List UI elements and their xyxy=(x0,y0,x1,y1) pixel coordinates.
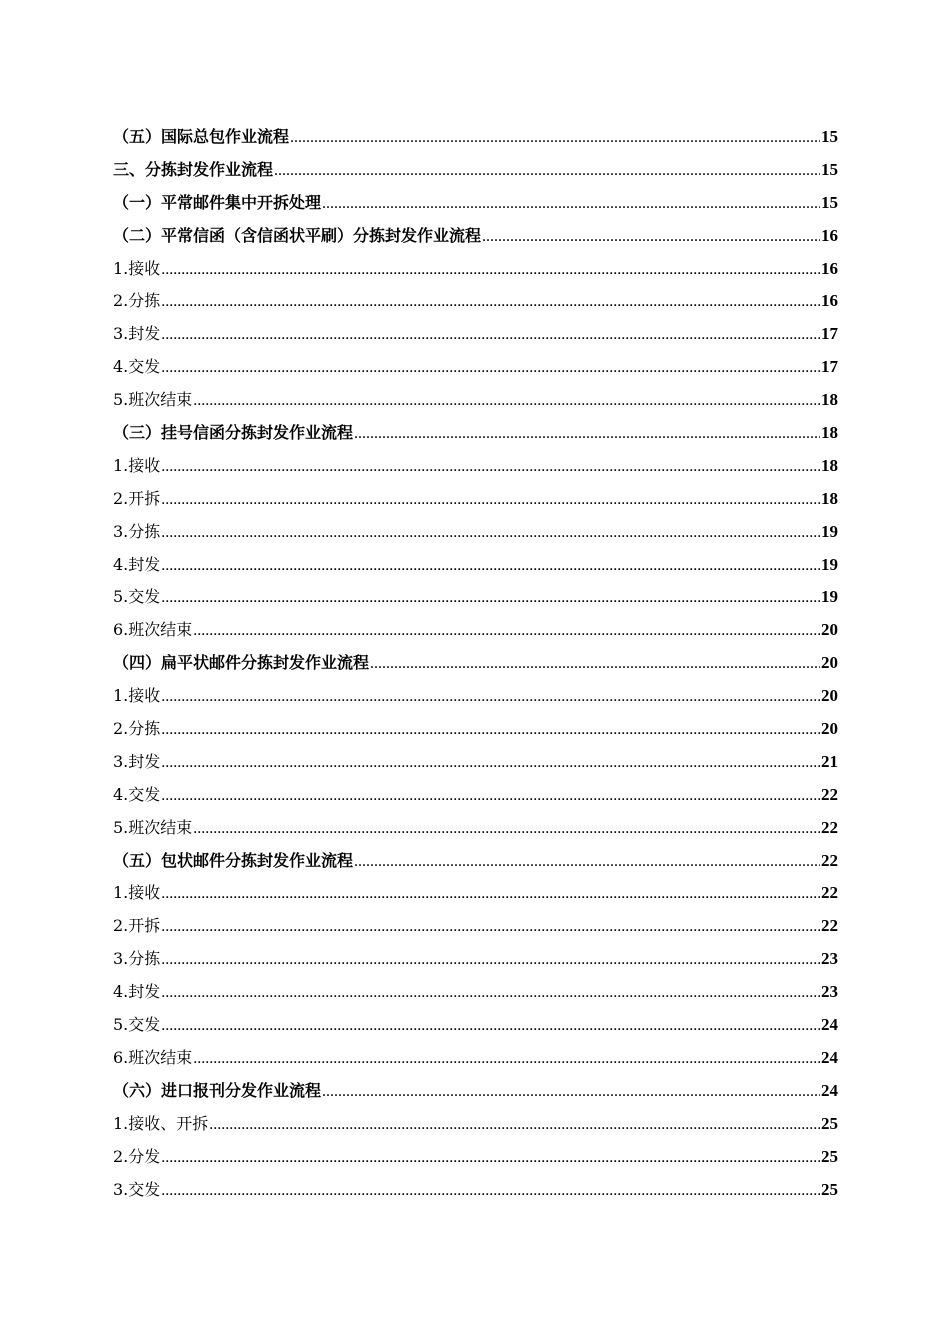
toc-page-number: 15 xyxy=(821,159,838,179)
toc-page-number: 18 xyxy=(821,488,838,508)
toc-entry-title: 4.交发 xyxy=(113,357,161,377)
toc-entry-title: 6.班次结束 xyxy=(113,620,193,640)
toc-heading-entry[interactable] xyxy=(113,845,838,878)
toc-page-number: 18 xyxy=(821,390,838,410)
dot-leader xyxy=(482,221,820,254)
toc-heading-entry[interactable] xyxy=(113,187,838,220)
toc-page-number: 25 xyxy=(821,1179,838,1199)
dot-leader xyxy=(161,714,820,747)
dot-leader xyxy=(161,352,820,385)
toc-subitem-entry[interactable] xyxy=(113,1108,838,1141)
toc-entry-title: （六）进口报刊分发作业流程 xyxy=(113,1080,322,1100)
toc-subitem-entry[interactable] xyxy=(113,581,838,614)
toc-page-number: 17 xyxy=(821,357,838,377)
toc-entry-title: （三）挂号信函分拣封发作业流程 xyxy=(113,423,354,443)
toc-page-number: 22 xyxy=(821,850,838,870)
dot-leader xyxy=(161,1010,820,1043)
dot-leader xyxy=(290,122,820,155)
toc-subitem-entry[interactable] xyxy=(113,713,838,746)
dot-leader xyxy=(209,1109,820,1142)
toc-page-number: 19 xyxy=(821,521,838,541)
toc-subitem-entry[interactable] xyxy=(113,516,838,549)
dot-leader xyxy=(274,155,820,188)
dot-leader xyxy=(161,319,820,352)
toc-page-number: 25 xyxy=(821,1113,838,1133)
toc-page-number: 16 xyxy=(821,225,838,245)
toc-page-number: 22 xyxy=(821,916,838,936)
dot-leader xyxy=(161,254,820,287)
dot-leader xyxy=(161,911,820,944)
toc-subitem-entry[interactable] xyxy=(113,943,838,976)
dot-leader xyxy=(161,550,820,583)
toc-page-number: 18 xyxy=(821,455,838,475)
toc-page-number: 23 xyxy=(821,982,838,1002)
toc-entry-title: 5.班次结束 xyxy=(113,817,193,837)
toc-entry-title: 2.分发 xyxy=(113,1146,161,1166)
toc-entry-title: 5.班次结束 xyxy=(113,390,193,410)
dot-leader xyxy=(161,1175,820,1208)
toc-entry-title: 1.接收 xyxy=(113,686,161,706)
toc-entry-title: 三、分拣封发作业流程 xyxy=(113,159,274,179)
toc-subitem-entry[interactable] xyxy=(113,910,838,943)
toc-page-number: 22 xyxy=(821,784,838,804)
dot-leader xyxy=(161,681,820,714)
dot-leader xyxy=(161,517,820,550)
toc-subitem-entry[interactable] xyxy=(113,779,838,812)
toc-subitem-entry[interactable] xyxy=(113,549,838,582)
toc-entry-title: （五）包状邮件分拣封发作业流程 xyxy=(113,850,354,870)
toc-page-number: 15 xyxy=(821,192,838,212)
toc-heading-entry[interactable] xyxy=(113,154,838,187)
toc-entry-title: 2.开拆 xyxy=(113,916,161,936)
dot-leader xyxy=(161,878,820,911)
dot-leader xyxy=(161,286,820,319)
toc-page-number: 20 xyxy=(821,620,838,640)
toc-entry-title: （五）国际总包作业流程 xyxy=(113,127,290,146)
toc-subitem-entry[interactable] xyxy=(113,384,838,417)
dot-leader xyxy=(161,747,820,780)
toc-entry-title: （一）平常邮件集中开拆处理 xyxy=(113,192,322,212)
toc-entry-title: 2.分拣 xyxy=(113,719,161,739)
toc-page-number: 22 xyxy=(821,817,838,837)
toc-page-number: 19 xyxy=(821,554,838,574)
dot-leader xyxy=(193,1043,820,1076)
toc-entry-title: 1.接收 xyxy=(113,258,161,278)
toc-entry-title: 6.班次结束 xyxy=(113,1047,193,1067)
toc-subitem-entry[interactable] xyxy=(113,976,838,1009)
toc-entry-title: 1.接收、开拆 xyxy=(113,1113,209,1133)
toc-heading-entry[interactable] xyxy=(113,121,838,154)
toc-subitem-entry[interactable] xyxy=(113,1009,838,1042)
toc-entry-title: 4.封发 xyxy=(113,982,161,1002)
toc-entry-title: 3.分拣 xyxy=(113,949,161,969)
toc-entry-title: 5.交发 xyxy=(113,587,161,607)
toc-page-number: 25 xyxy=(821,1146,838,1166)
toc-page-number: 20 xyxy=(821,653,838,673)
toc-subitem-entry[interactable] xyxy=(113,812,838,845)
dot-leader xyxy=(161,451,820,484)
toc-subitem-entry[interactable] xyxy=(113,1042,838,1075)
toc-page-number: 24 xyxy=(821,1047,838,1067)
table-of-contents xyxy=(113,121,838,1206)
dot-leader xyxy=(161,582,820,615)
toc-heading-entry[interactable] xyxy=(113,417,838,450)
toc-heading-entry[interactable] xyxy=(113,1075,838,1108)
toc-page-number: 23 xyxy=(821,949,838,969)
toc-page-number: 17 xyxy=(821,324,838,344)
dot-leader xyxy=(161,977,820,1010)
toc-subitem-entry[interactable] xyxy=(113,450,838,483)
toc-page-number: 18 xyxy=(821,423,838,443)
toc-subitem-entry[interactable] xyxy=(113,253,838,286)
toc-entry-title: 3.交发 xyxy=(113,1179,161,1199)
toc-entry-title: 2.开拆 xyxy=(113,488,161,508)
toc-page-number: 16 xyxy=(821,258,838,278)
dot-leader xyxy=(322,1076,820,1109)
toc-entry-title: 4.交发 xyxy=(113,784,161,804)
toc-subitem-entry[interactable] xyxy=(113,351,838,384)
dot-leader xyxy=(370,648,820,681)
dot-leader xyxy=(161,780,820,813)
toc-entry-title: （四）扁平状邮件分拣封发作业流程 xyxy=(113,653,370,673)
dot-leader xyxy=(354,846,820,879)
toc-subitem-entry[interactable] xyxy=(113,1174,838,1207)
dot-leader xyxy=(161,1142,820,1175)
toc-subitem-entry[interactable] xyxy=(113,877,838,910)
dot-leader xyxy=(161,944,820,977)
toc-subitem-entry[interactable] xyxy=(113,746,838,779)
toc-subitem-entry[interactable] xyxy=(113,680,838,713)
toc-entry-title: 2.分拣 xyxy=(113,291,161,311)
toc-page-number: 20 xyxy=(821,719,838,739)
toc-entry-title: （二）平常信函（含信函状平刷）分拣封发作业流程 xyxy=(113,225,482,245)
toc-entry-title: 1.接收 xyxy=(113,883,161,903)
dot-leader xyxy=(354,418,820,451)
toc-page-number: 22 xyxy=(821,883,838,903)
toc-subitem-entry[interactable] xyxy=(113,614,838,647)
dot-leader xyxy=(193,615,820,648)
toc-entry-title: 5.交发 xyxy=(113,1015,161,1035)
toc-subitem-entry[interactable] xyxy=(113,483,838,516)
toc-entry-title: 3.封发 xyxy=(113,751,161,771)
dot-leader xyxy=(193,385,820,418)
toc-entry-title: 4.封发 xyxy=(113,554,161,574)
toc-page-number: 24 xyxy=(821,1080,838,1100)
dot-leader xyxy=(161,484,820,517)
toc-heading-entry[interactable] xyxy=(113,647,838,680)
toc-entry-title: 3.封发 xyxy=(113,324,161,344)
toc-subitem-entry[interactable] xyxy=(113,285,838,318)
toc-page-number: 24 xyxy=(821,1015,838,1035)
toc-entry-title: 3.分拣 xyxy=(113,521,161,541)
toc-subitem-entry[interactable] xyxy=(113,318,838,351)
toc-subitem-entry[interactable] xyxy=(113,1141,838,1174)
toc-page-number: 21 xyxy=(821,751,838,771)
toc-page-number: 16 xyxy=(821,291,838,311)
toc-entry-title: 1.接收 xyxy=(113,455,161,475)
dot-leader xyxy=(193,813,820,846)
dot-leader xyxy=(322,188,820,221)
toc-page-number: 20 xyxy=(821,686,838,706)
toc-page-number: 15 xyxy=(821,127,838,146)
toc-page-number: 19 xyxy=(821,587,838,607)
toc-heading-entry[interactable] xyxy=(113,220,838,253)
